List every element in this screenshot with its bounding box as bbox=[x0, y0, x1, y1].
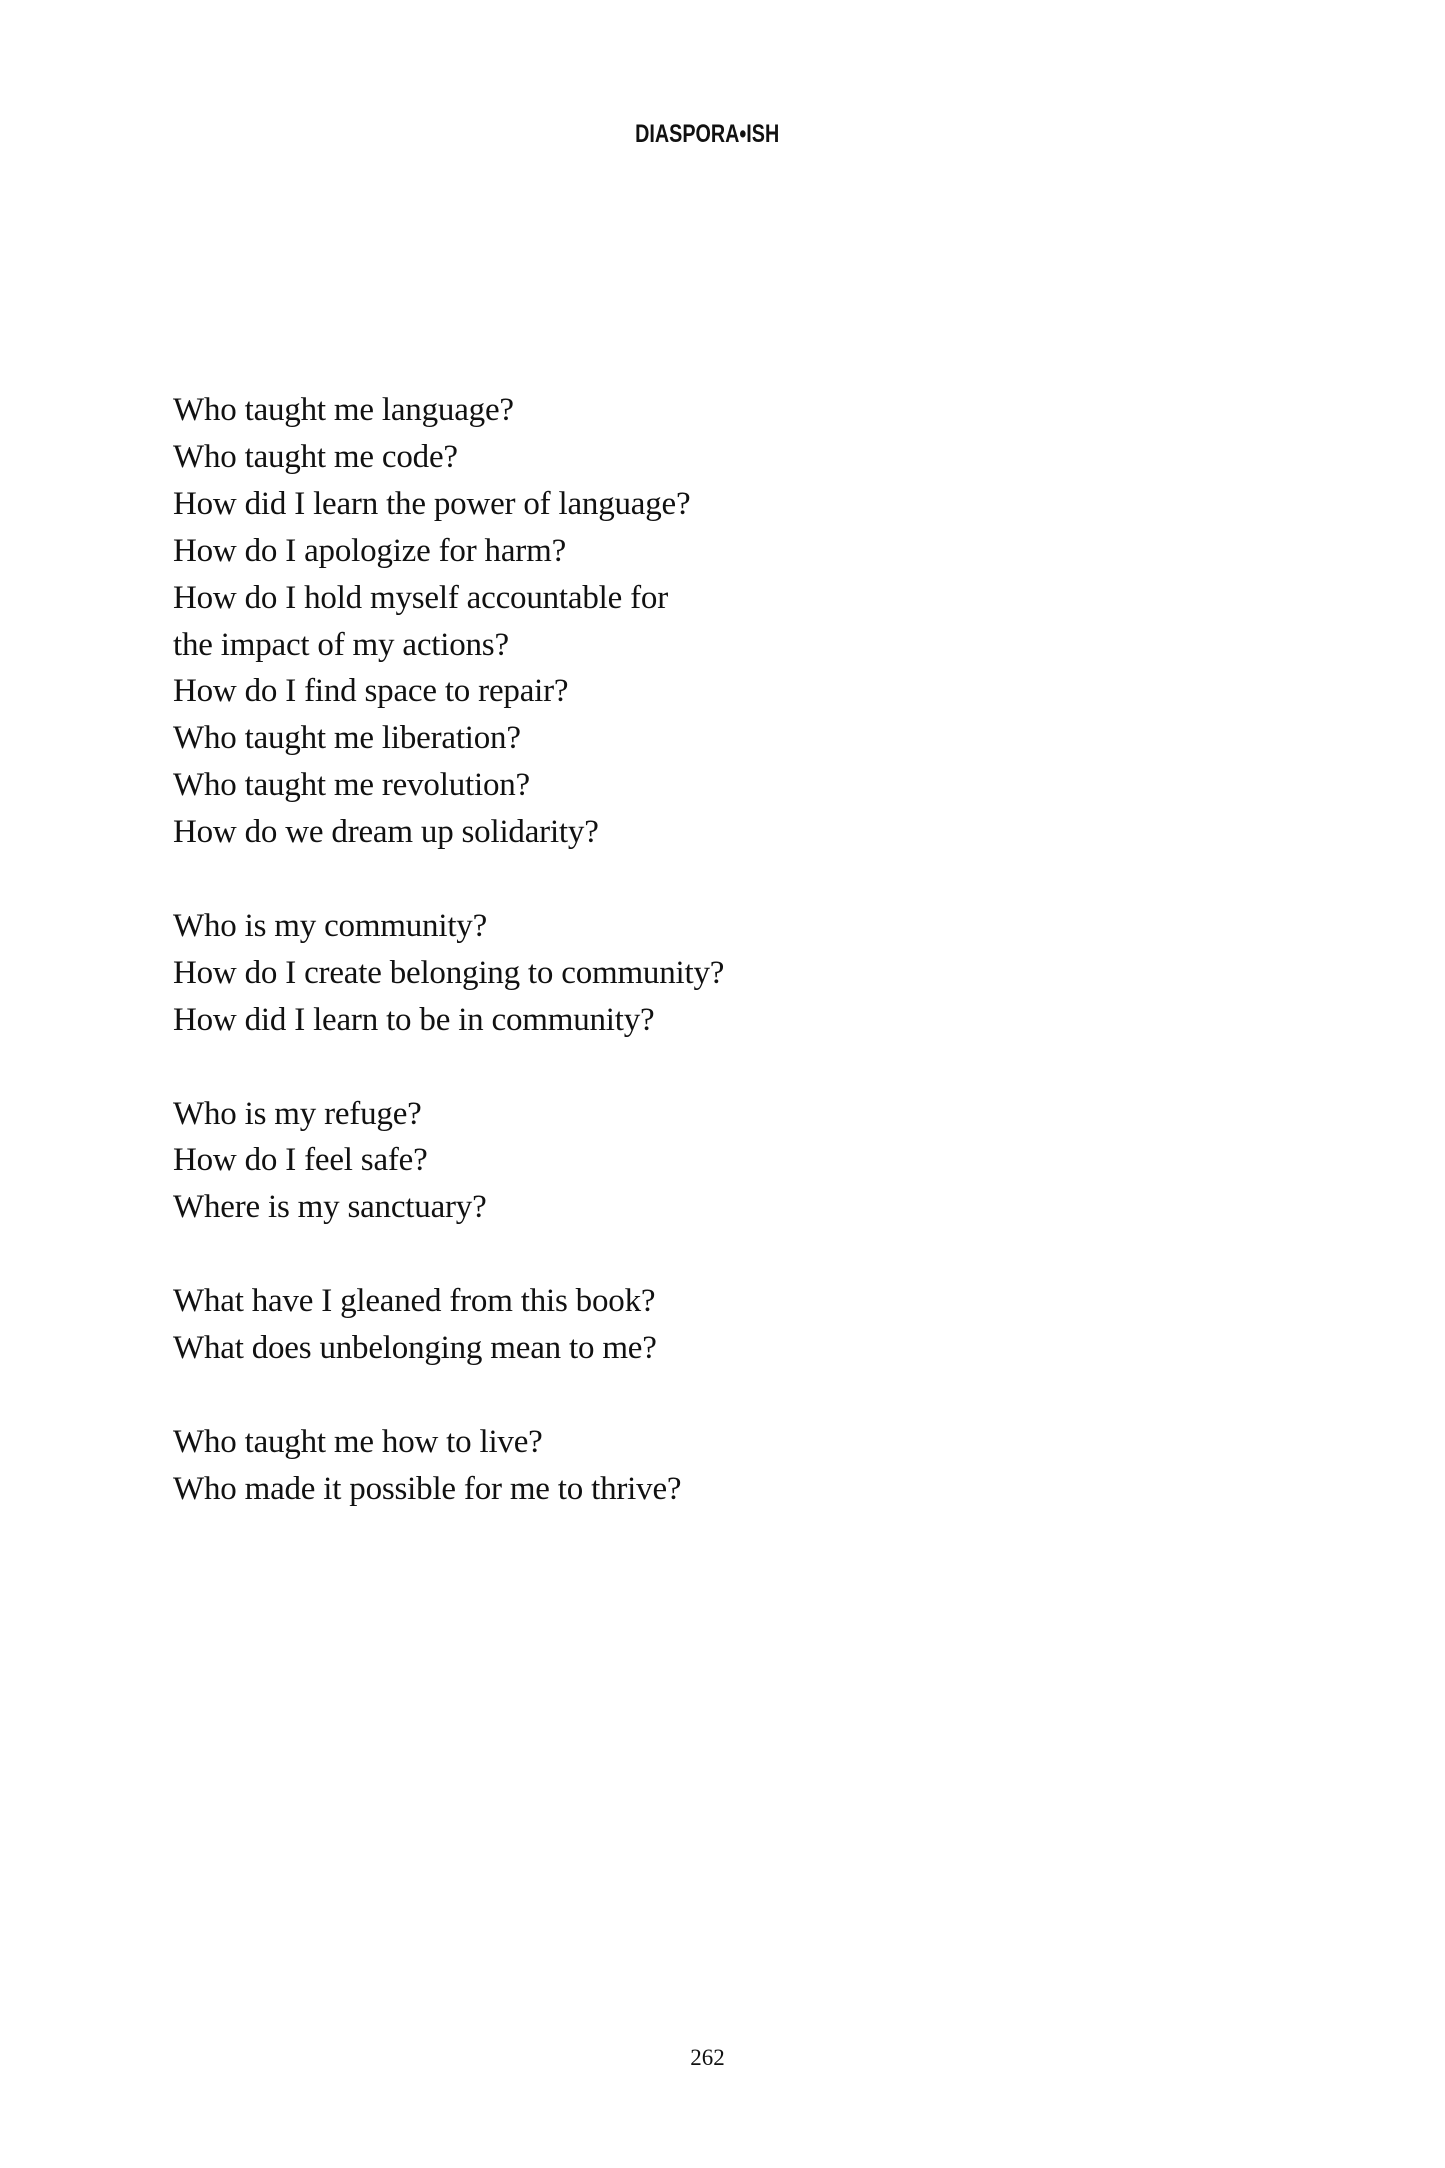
poem-line: Who made it possible for me to thrive? bbox=[173, 1470, 682, 1507]
stanza-2 bbox=[173, 903, 1273, 1044]
poem-line: Who taught me code? bbox=[173, 438, 458, 475]
poem-line: Who taught me revolution? bbox=[173, 767, 530, 804]
stanza-3 bbox=[173, 1091, 1273, 1232]
page-number: 262 bbox=[690, 2045, 725, 2070]
stanza-1 bbox=[173, 387, 1273, 856]
stanza-5 bbox=[173, 1419, 1273, 1513]
poem-line: How do we dream up solidarity? bbox=[173, 814, 599, 851]
poem-line: How did I learn the power of language? bbox=[173, 485, 691, 522]
running-head bbox=[0, 119, 1415, 149]
stanza-4 bbox=[173, 1278, 1273, 1372]
poem-line: How do I apologize for harm? bbox=[173, 532, 567, 569]
poem-line: Where is my sanctuary? bbox=[173, 1189, 487, 1226]
poem-line: What have I gleaned from this book? bbox=[173, 1283, 656, 1320]
poem-line: How did I learn to be in community? bbox=[173, 1001, 655, 1038]
poem-line: Who taught me how to live? bbox=[173, 1423, 543, 1460]
poem-line: How do I create belonging to community? bbox=[173, 954, 725, 991]
running-head-title: DIASPORA•ISH bbox=[635, 120, 780, 148]
poem-line: How do I feel safe? bbox=[173, 1142, 428, 1179]
poem-line: Who taught me liberation? bbox=[173, 720, 521, 757]
poem-line: Who is my refuge? bbox=[173, 1095, 422, 1132]
poem-line: Who taught me language? bbox=[173, 392, 514, 428]
poem-line: How do I hold myself accountable for bbox=[173, 579, 668, 616]
poem-line: the impact of my actions? bbox=[173, 626, 509, 663]
poem-line: Who is my community? bbox=[173, 907, 488, 944]
poem-line: What does unbelonging mean to me? bbox=[173, 1330, 657, 1367]
poem-line: How do I find space to repair? bbox=[173, 673, 569, 710]
poem-body bbox=[173, 387, 1273, 1560]
